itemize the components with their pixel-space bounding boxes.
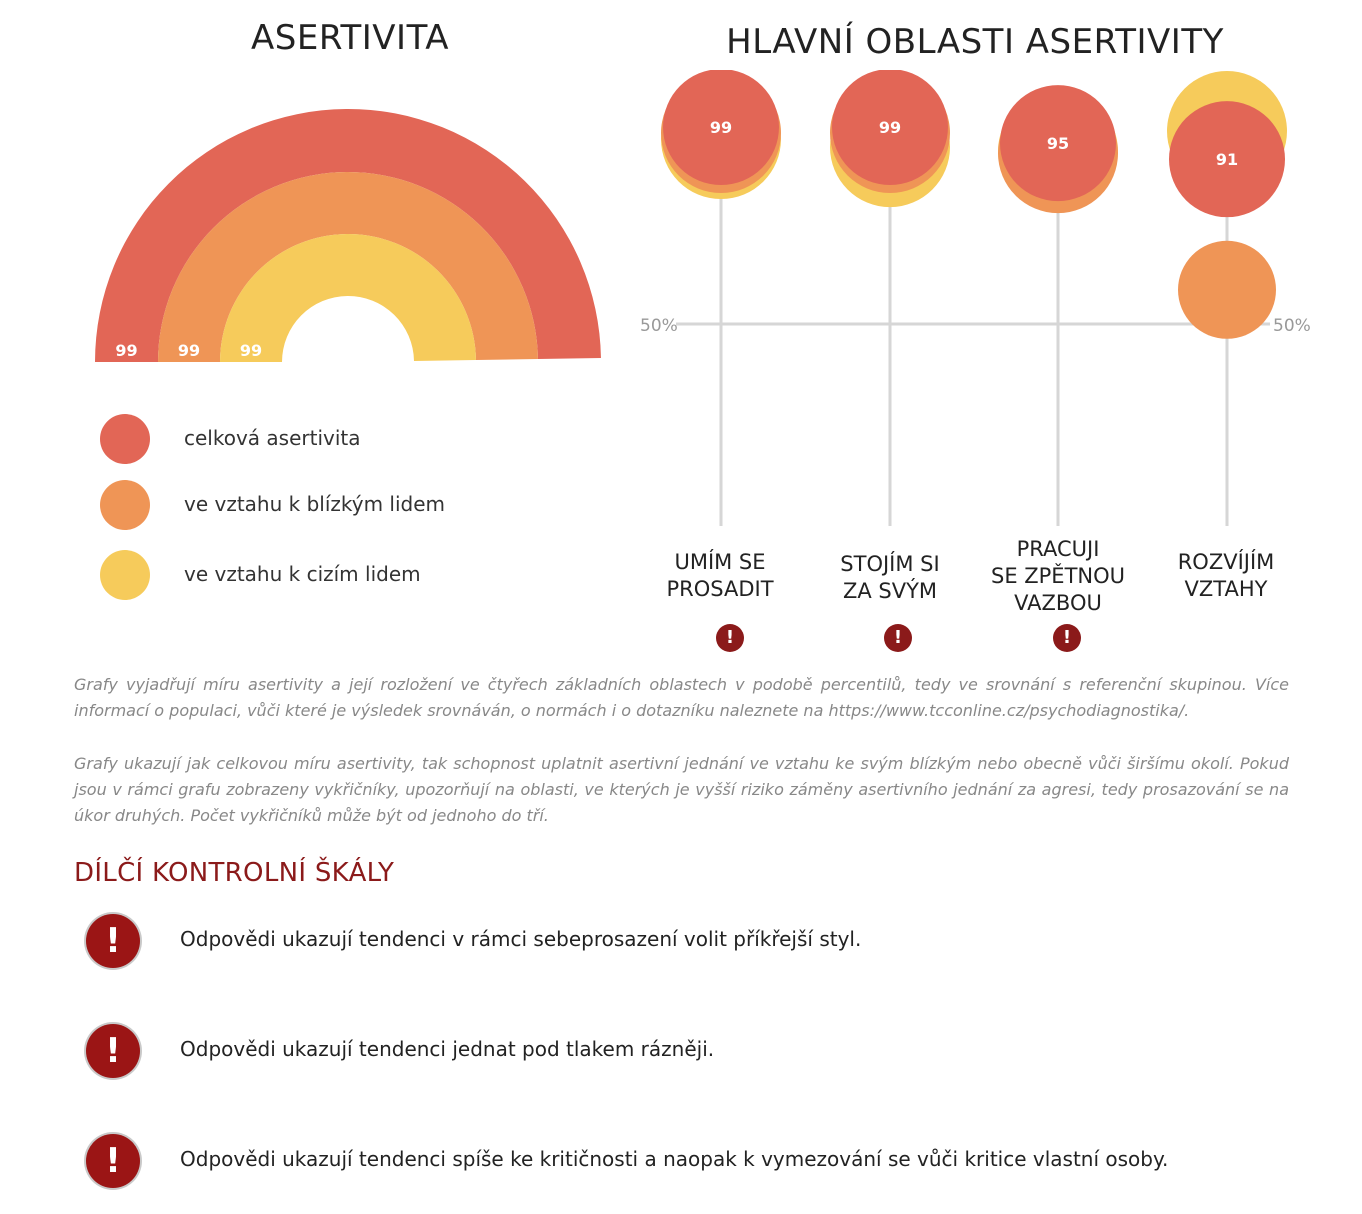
warning-icon: !: [86, 914, 140, 968]
rainbow-data-label: 99: [177, 341, 201, 360]
control-scale-text: Odpovědi ukazují tendenci jednat pod tlakem rázněji.: [180, 1037, 715, 1061]
control-scale-item: [86, 1024, 1286, 1080]
category-label-line: VAZBOU: [1014, 591, 1102, 615]
category-label-line: VZTAHY: [1184, 577, 1268, 601]
category-label-stojim: [810, 551, 970, 605]
category-label-line: SE ZPĚTNOU: [990, 564, 1126, 588]
axis-label-50-right: 50%: [1273, 316, 1311, 336]
legend-label-close-people: ve vztahu k blízkým lidem: [184, 492, 446, 516]
bubble-data-label: 91: [1215, 150, 1239, 170]
description-paragraph: Grafy vyjadřují míru asertivity a její rozložení ve čtyřech základních oblastech v podobě percentilů, tedy ve srovnání s referenční skupinou. Více informací o populaci, vůči které je výsledek srovnáván, o normách i o dotazníku naleznete na https://www.tcconline.cz/psychodiagnostika/.: [74, 675, 1289, 720]
warning-icon: !: [716, 624, 744, 652]
asertivita-rainbow-chart: [80, 80, 620, 380]
bubble-data-label: 99: [878, 118, 902, 138]
category-label-line: ROZVÍJÍM: [1177, 550, 1275, 574]
bubble-close-people: [1178, 241, 1276, 339]
rainbow-data-label: 99: [239, 341, 263, 360]
main-areas-title: HLAVNÍ OBLASTI ASERTIVITY: [726, 22, 1224, 62]
control-scale-item: [86, 1134, 1286, 1190]
control-scale-text: Odpovědi ukazují tendenci v rámci sebeprosazení volit příkřejší styl.: [180, 927, 862, 951]
legend-swatch-overall: [100, 414, 150, 464]
legend-label-overall: celková asertivita: [184, 426, 361, 450]
category-label-prosadit: [640, 549, 800, 603]
control-scale-item: [86, 914, 1286, 970]
bubble-data-label: 99: [709, 118, 733, 138]
asertivita-title: ASERTIVITA: [251, 18, 449, 58]
control-scale-text: Odpovědi ukazují tendenci spíše ke kritičnosti a naopak k vymezování se vůči kritice vlastní osoby.: [180, 1147, 1169, 1171]
category-label-zpetna-vazba: [978, 536, 1138, 617]
main-areas-bubble-chart: [630, 70, 1330, 540]
warning-icon: !: [86, 1134, 140, 1188]
axis-label-50-left: 50%: [640, 316, 678, 336]
legend-swatch-close-people: [100, 480, 150, 530]
category-label-line: ZA SVÝM: [842, 579, 938, 603]
category-label-line: PROSADIT: [666, 577, 774, 601]
warning-icon: !: [86, 1024, 140, 1078]
rainbow-data-label: 99: [115, 341, 138, 360]
warning-icon: !: [1053, 624, 1081, 652]
category-label-line: STOJÍM SI: [840, 552, 940, 576]
legend-swatch-strangers: [100, 550, 150, 600]
control-scales-title: DÍLČÍ KONTROLNÍ ŠKÁLY: [74, 858, 395, 888]
category-label-vztahy: [1146, 549, 1306, 603]
bubble-data-label: 95: [1046, 134, 1070, 154]
description-paragraph: Grafy ukazují jak celkovou míru asertivity, tak schopnost uplatnit asertivní jednání ve vztahu ke svým blízkým nebo obecně vůči širšímu okolí. Pokud jsou v rámci grafu zobrazeny vykřičníky, upozorňují na oblasti, ve kterých je vyšší riziko záměny asertivního jednání za agresi, tedy prosazování se na úkor druhých. Počet vykřičníků může být od jednoho do tří.: [74, 754, 1289, 825]
warning-icon: !: [884, 624, 912, 652]
category-label-line: PRACUJI: [1016, 537, 1100, 561]
legend-label-strangers: ve vztahu k cizím lidem: [184, 562, 421, 586]
category-label-line: UMÍM SE: [674, 550, 766, 574]
